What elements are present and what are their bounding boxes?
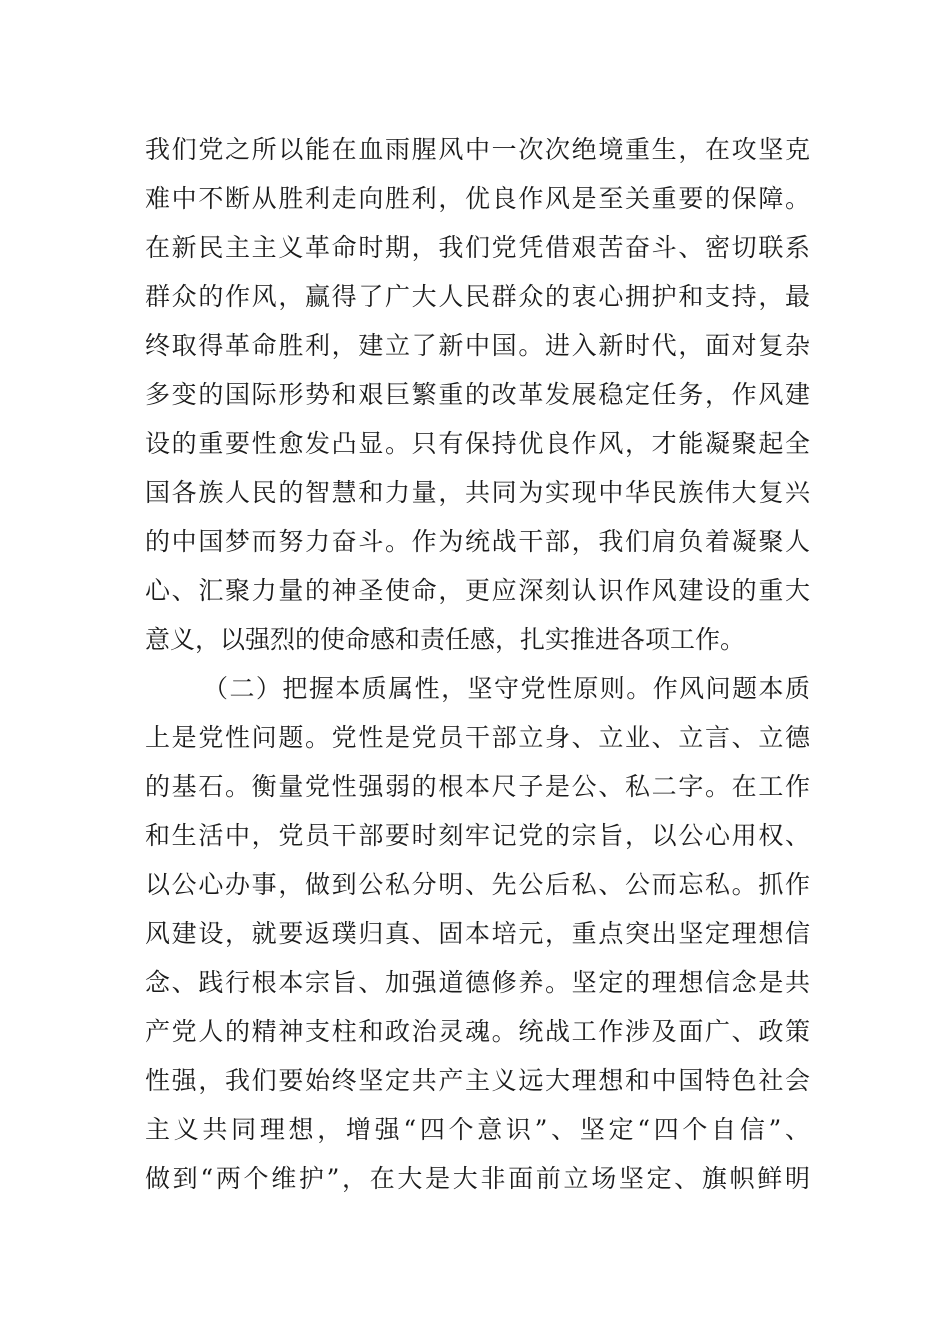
text-line-18: 念、践行根本宗旨、加强道德修养。坚定的理想信念是共 <box>145 968 810 997</box>
text-line-4: 群众的作风，赢得了广大人民群众的衷心拥护和支持，最 <box>145 282 810 311</box>
text-line-21: 主义共同理想，增强“四个意识”、坚定“四个自信”、 <box>145 1115 810 1144</box>
text-line-8: 国各族人民的智慧和力量，共同为实现中华民族伟大复兴 <box>145 478 810 507</box>
text-line-10: 心、汇聚力量的神圣使命，更应深刻认识作风建设的重大 <box>145 576 810 605</box>
text-line-6: 多变的国际形势和艰巨繁重的改革发展稳定任务，作风建 <box>145 380 810 409</box>
text-line-9: 的中国梦而努力奋斗。作为统战干部，我们肩负着凝聚人 <box>145 527 810 556</box>
body-text <box>145 125 810 1203</box>
section-heading-line: （二）把握本质属性，坚守党性原则。作风问题本质 <box>203 674 810 703</box>
text-line-16: 以公心办事，做到公私分明、先公后私、公而忘私。抓作 <box>145 870 810 899</box>
text-line-15: 和生活中，党员干部要时刻牢记党的宗旨，以公心用权、 <box>145 821 810 850</box>
text-line-17: 风建设，就要返璞归真、固本培元，重点突出坚定理想信 <box>145 919 810 948</box>
paragraph-end-line: 意义，以强烈的使命感和责任感，扎实推进各项工作。 <box>145 625 746 654</box>
text-line-19: 产党人的精神支柱和政治灵魂。统战工作涉及面广、政策 <box>145 1017 810 1046</box>
text-line-3: 在新民主主义革命时期，我们党凭借艰苦奋斗、密切联系 <box>145 233 810 262</box>
text-line-1: 我们党之所以能在血雨腥风中一次次绝境重生，在攻坚克 <box>145 135 810 164</box>
text-line-13: 上是党性问题。党性是党员干部立身、立业、立言、立德 <box>145 723 810 752</box>
text-line-14: 的基石。衡量党性强弱的根本尺子是公、私二字。在工作 <box>145 772 810 801</box>
text-line-20: 性强，我们要始终坚定共产主义远大理想和中国特色社会 <box>145 1066 810 1095</box>
text-line-22: 做到“两个维护”，在大是大非面前立场坚定、旗帜鲜明 <box>145 1164 810 1193</box>
text-line-5: 终取得革命胜利，建立了新中国。进入新时代，面对复杂 <box>145 331 810 360</box>
text-line-2: 难中不断从胜利走向胜利，优良作风是至关重要的保障。 <box>145 184 810 213</box>
text-line-7: 设的重要性愈发凸显。只有保持优良作风，才能凝聚起全 <box>145 429 810 458</box>
